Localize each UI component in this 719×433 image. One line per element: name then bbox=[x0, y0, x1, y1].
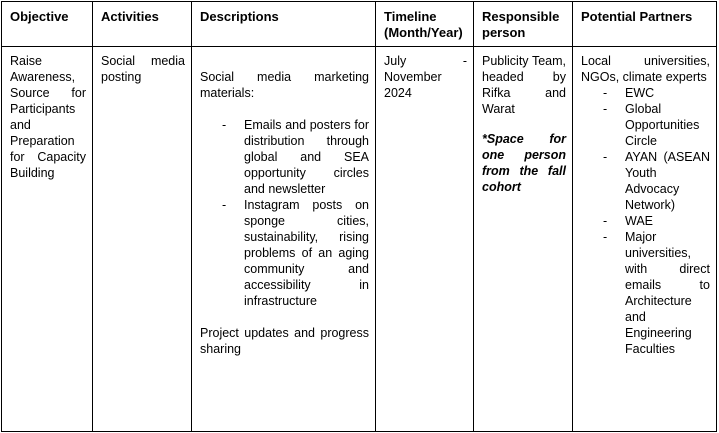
timeline-text: July - November 2024 bbox=[384, 54, 467, 100]
descriptions-intro: Social media marketing materials: bbox=[200, 70, 369, 100]
responsible-note: *Space for one person from the fall cohort bbox=[482, 132, 566, 194]
list-item: - AYAN (ASEAN Youth Advocacy Network) bbox=[581, 149, 710, 213]
table-row bbox=[2, 47, 717, 432]
list-item: - Emails and posters for distribution through global and SEA opportunity circles and newsletter bbox=[200, 117, 369, 197]
header-row bbox=[2, 2, 717, 47]
activities-text: Social media posting bbox=[101, 54, 185, 84]
objective-text: Raise Awareness, Source for Participants and Preparation for Capacity Building bbox=[10, 54, 86, 180]
cell-timeline bbox=[376, 47, 474, 432]
header-activities: Activities bbox=[93, 2, 192, 47]
header-responsible: Responsible person bbox=[474, 2, 573, 47]
descriptions-outro: Project updates and progress sharing bbox=[200, 326, 369, 356]
list-item: - Instagram posts on sponge cities, sustainability, rising problems of an aging community and accessibility in infrastructure bbox=[200, 197, 369, 309]
responsible-text: Publicity Team, headed by Rifka and Warat bbox=[482, 54, 566, 116]
header-partners: Potential Partners bbox=[573, 2, 717, 47]
list-item: - Global Opportunities Circle bbox=[581, 101, 710, 149]
list-item: - EWC bbox=[581, 85, 710, 101]
plan-table bbox=[1, 1, 717, 432]
cell-activities bbox=[93, 47, 192, 432]
cell-descriptions bbox=[192, 47, 376, 432]
partners-list bbox=[581, 85, 710, 357]
list-item: - WAE bbox=[581, 213, 710, 229]
cell-responsible bbox=[474, 47, 573, 432]
header-timeline: Timeline (Month/Year) bbox=[376, 2, 474, 47]
descriptions-list bbox=[200, 117, 369, 309]
cell-partners bbox=[573, 47, 717, 432]
list-item: - Major universities, with direct emails to Architecture and Engineering Faculties bbox=[581, 229, 710, 357]
header-descriptions: Descriptions bbox=[192, 2, 376, 47]
header-objective: Objective bbox=[2, 2, 93, 47]
partners-intro: Local universities, NGOs, climate experts bbox=[581, 54, 710, 84]
cell-objective bbox=[2, 47, 93, 432]
